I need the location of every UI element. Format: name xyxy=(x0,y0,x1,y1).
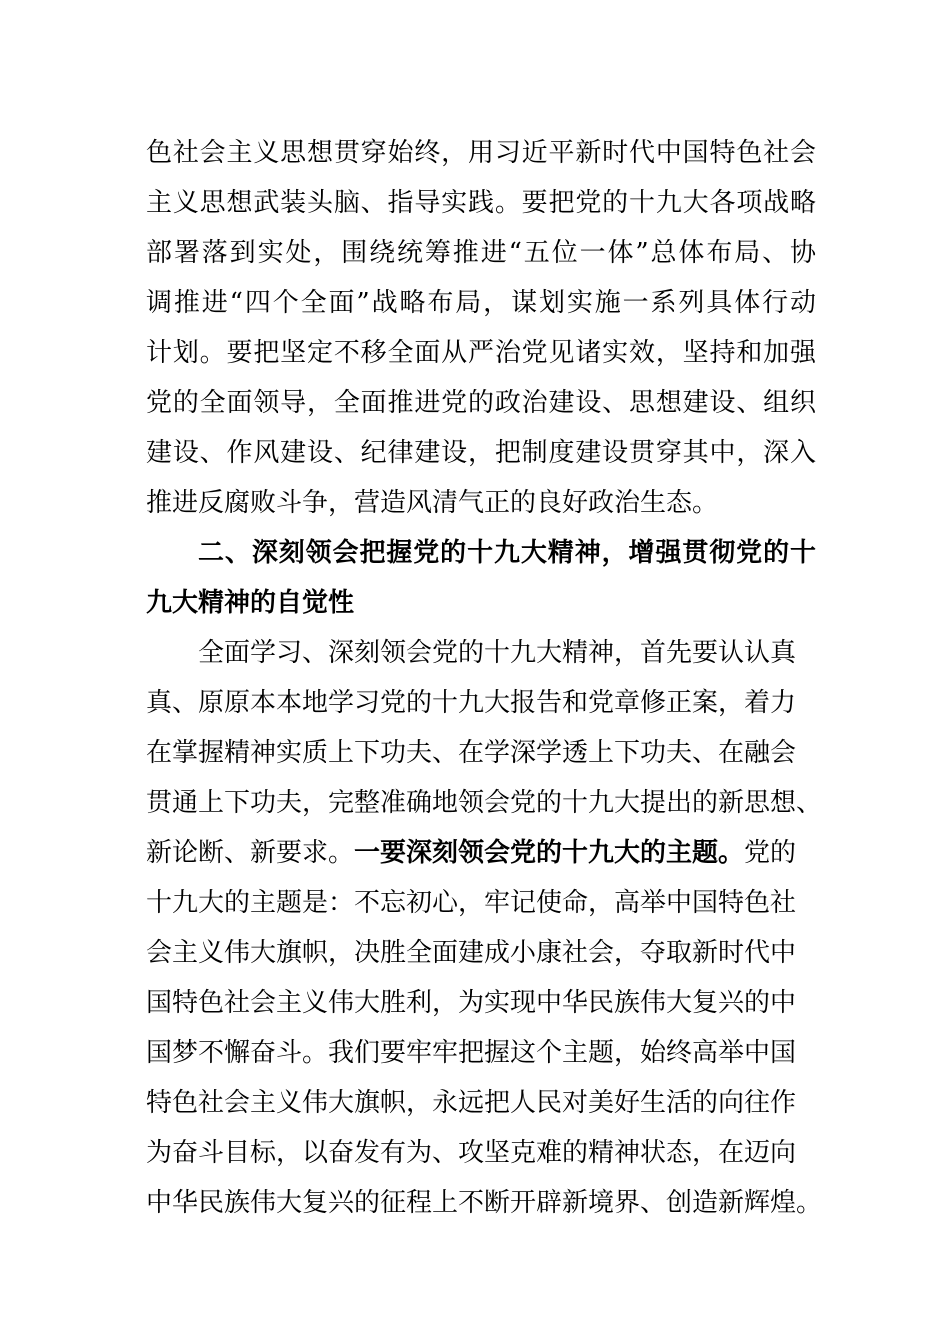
paragraph-1 xyxy=(146,128,816,528)
paragraph-2-line: 会主义伟大旗帜，决胜全面建成小康社会，夺取新时代中 xyxy=(146,938,797,968)
paragraph-2-line: 中华民族伟大复兴的征程上不断开辟新境界、创造新辉煌。 xyxy=(146,1188,823,1218)
paragraph-2-text: 党的 xyxy=(744,838,797,868)
section-heading xyxy=(146,528,816,628)
paragraph-2-line: 为奋斗目标，以奋发有为、攻坚克难的精神状态，在迈向 xyxy=(146,1138,797,1168)
paragraph-2-line: 全面学习、深刻领会党的十九大精神，首先要认认真 xyxy=(198,638,797,668)
section-heading-line: 九大精神的自觉性 xyxy=(146,588,355,618)
paragraph-2-line-with-emphasis xyxy=(146,828,797,878)
paragraph-2-line: 在掌握精神实质上下功夫、在学深学透上下功夫、在融会 xyxy=(146,738,797,768)
paragraph-1-line: 建设、作风建设、纪律建设，把制度建设贯穿其中，深入 xyxy=(146,438,816,468)
section-heading-line: 二、深刻领会把握党的十九大精神，增强贯彻党的十 xyxy=(198,538,816,568)
paragraph-2-line: 特色社会主义伟大旗帜，永远把人民对美好生活的向往作 xyxy=(146,1088,797,1118)
paragraph-1-line: 部署落到实处，围绕统筹推进“五位一体”总体布局、协 xyxy=(146,238,816,268)
paragraph-2-line: 国梦不懈奋斗。我们要牢牢把握这个主题，始终高举中国 xyxy=(146,1038,797,1068)
paragraph-1-line: 党的全面领导，全面推进党的政治建设、思想建设、组织 xyxy=(146,388,816,418)
paragraph-1-line: 调推进“四个全面”战略布局，谋划实施一系列具体行动 xyxy=(146,288,816,318)
paragraph-2-line: 十九大的主题是：不忘初心，牢记使命，高举中国特色社 xyxy=(146,888,797,918)
paragraph-1-line: 计划。要把坚定不移全面从严治党见诸实效，坚持和加强 xyxy=(146,338,816,368)
paragraph-2-line: 真、原原本本地学习党的十九大报告和党章修正案，着力 xyxy=(146,688,797,718)
paragraph-2-text: 新论断、新要求。 xyxy=(146,838,355,868)
paragraph-2-line: 贯通上下功夫，完整准确地领会党的十九大提出的新思想、 xyxy=(146,788,823,818)
paragraph-2-line: 国特色社会主义伟大胜利，为实现中华民族伟大复兴的中 xyxy=(146,988,797,1018)
paragraph-1-line: 主义思想武装头脑、指导实践。要把党的十九大各项战略 xyxy=(146,188,816,218)
emphasis-text: 一要深刻领会党的十九大的主题。 xyxy=(354,838,745,868)
paragraph-2 xyxy=(146,628,823,1228)
paragraph-1-line: 推进反腐败斗争，营造风清气正的良好政治生态。 xyxy=(146,488,719,518)
paragraph-1-line: 色社会主义思想贯穿始终，用习近平新时代中国特色社会 xyxy=(146,138,816,168)
